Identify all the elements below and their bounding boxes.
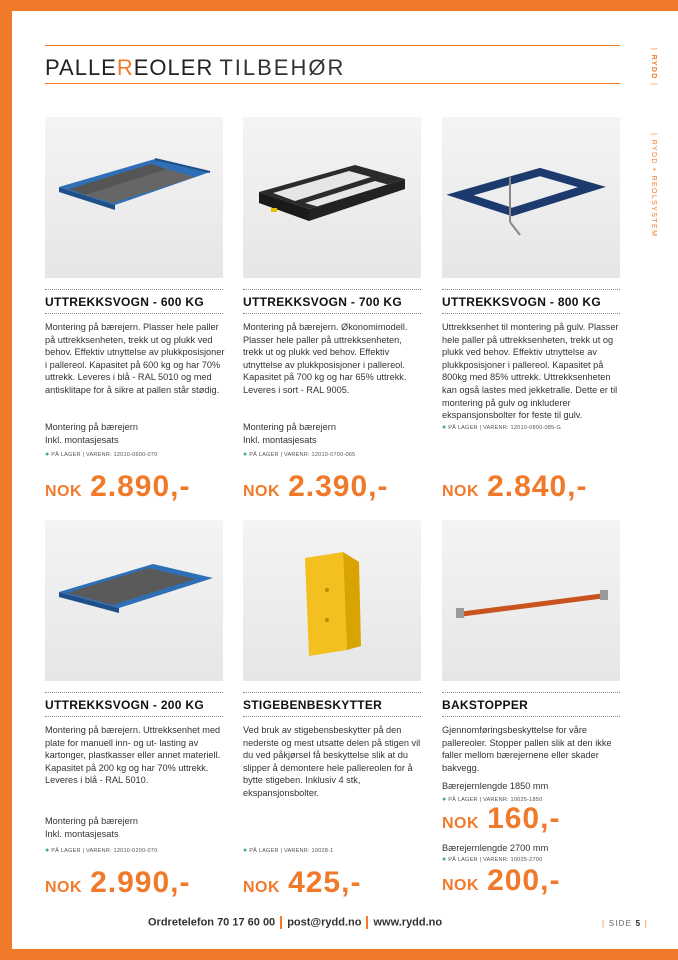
stock-text: PÅ LAGER | VARENR: 12010-0800-085-G <box>448 425 562 431</box>
kit-note: Inkl. montasjesats <box>45 435 119 445</box>
product-description: Montering på bærejern. Uttrekksenhet med plate for manuell inn- og ut- lasting av kartonger, plastkasser eller annet materiell. Kapasitet på 200 kg og har 70% uttrekk. Leveres i blå - RAL 5010. <box>45 725 221 786</box>
stock-text: PÅ LAGER | VARENR: 12010-0700-065 <box>249 452 356 458</box>
currency: NOK <box>243 879 281 896</box>
currency: NOK <box>45 879 83 896</box>
price-amount: 425,- <box>288 866 362 899</box>
stock-info: ● PÅ LAGER | VARENR: 12010-0600-070 <box>45 451 158 458</box>
pull-out-frame-floor-icon <box>442 117 620 278</box>
page-label: SIDE <box>608 919 633 928</box>
divider <box>243 289 421 290</box>
product-name: UTTREKKSVOGN - 600 KG <box>45 295 204 309</box>
currency: NOK <box>442 483 480 500</box>
pull-out-cart-black-icon <box>243 117 421 278</box>
pull-out-plate-icon <box>45 520 223 681</box>
stock-info: ● PÅ LAGER | VARENR: 12010-0200-070 <box>45 847 158 854</box>
stock-text: PÅ LAGER | VARENR: 10025-2700 <box>448 857 543 863</box>
stock-text: PÅ LAGER | VARENR: 12010-0600-070 <box>51 452 158 458</box>
stock-info: ● PÅ LAGER | VARENR: 10025-1850 <box>442 796 543 803</box>
stock-text: PÅ LAGER | VARENR: 10025-1850 <box>448 797 543 803</box>
rail-brand: RYDD <box>650 54 657 80</box>
back-stop-bar-icon <box>442 520 620 681</box>
price-amount: 160,- <box>487 802 561 835</box>
divider <box>45 692 223 693</box>
kit-note: Inkl. montasjesats <box>243 435 317 445</box>
title-rule <box>45 83 620 84</box>
stock-info: ● PÅ LAGER | VARENR: 12010-0700-065 <box>243 451 356 458</box>
product-description: Uttrekksenhet til montering på gulv. Plasser hele paller på uttrekksenheten, trekk ut og plukk ved behov. Effektiv utnyttelse av plukkposisjoner i pallereol. Kapasitet på 800kg med 85% uttrekk. Uttrekksenheten kan også lastes med jekketralle. Dette er til montering på gulv og inkluderer ekspansjonsbolter for feste til gulv. <box>442 322 619 421</box>
title-part-2: EOLER <box>133 55 214 80</box>
footer-phone[interactable]: Ordretelefon 70 17 60 00 <box>148 916 276 929</box>
price <box>442 802 560 836</box>
footer-web[interactable]: www.rydd.no <box>373 916 443 929</box>
title-accent-letter: R <box>116 55 134 80</box>
page-title <box>45 55 345 81</box>
price <box>45 470 190 504</box>
product-description: Montering på bærejern. Plasser hele paller på uttrekksenheten, trekk ut og plukk ved behov. Effektiv utnyttelse av plukkposisjoner i pallereol. Kapasitet på 600 kg og har 70% uttrekk. Leveres i blå - RAL 5010 og med antisklitape for å sikre at pallen står stødig. <box>45 322 225 395</box>
mount-note: Montering på bærejern <box>243 422 336 432</box>
product-name: UTTREKKSVOGN - 700 KG <box>243 295 402 309</box>
price-amount: 2.840,- <box>487 470 588 503</box>
divider <box>243 313 421 314</box>
divider <box>442 692 620 693</box>
product-name: UTTREKKSVOGN - 200 KG <box>45 698 204 712</box>
price <box>442 470 587 504</box>
variant-label: Bærejernlengde 1850 mm <box>442 781 549 791</box>
currency: NOK <box>442 815 480 832</box>
footer-email[interactable]: post@rydd.no <box>287 916 362 929</box>
stock-info: ● PÅ LAGER | VARENR: 12010-0800-085-G <box>442 424 562 431</box>
price-amount: 2.390,- <box>288 470 389 503</box>
price <box>442 864 560 898</box>
pull-out-cart-blue-icon <box>45 117 223 278</box>
divider <box>45 313 223 314</box>
price-amount: 2.990,- <box>90 866 191 899</box>
stock-info: ● PÅ LAGER | VARENR: 10025-2700 <box>442 856 543 863</box>
price-amount: 2.890,- <box>90 470 191 503</box>
page-number-value: 5 <box>635 919 642 928</box>
divider <box>243 692 421 693</box>
price <box>243 866 361 900</box>
price-amount: 200,- <box>487 864 561 897</box>
frame-left <box>0 0 12 960</box>
product-name: BAKSTOPPER <box>442 698 529 712</box>
currency: NOK <box>442 877 480 894</box>
product-name: STIGEBENBESKYTTER <box>243 698 383 712</box>
divider <box>243 716 421 717</box>
product-description: Montering på bærejern. Økonomimodell. Plasser hele paller på uttrekksenheten, trekk ut og plukk ved behov. Effektiv utnyttelse av plukkposisjoner i pallereol. Kapasitet på 700 kg og har 65% uttrekk. Leveres i sort - RAL 9005. <box>243 322 408 395</box>
page-number: | SIDE 5 | <box>602 919 648 928</box>
mount-note: Montering på bærejern <box>45 422 138 432</box>
top-rule <box>45 45 620 46</box>
upright-protector-icon <box>243 520 421 681</box>
side-rail: | RYDD | | RYDD • REOLSYSTEM <box>650 48 657 238</box>
footer-contact <box>148 916 442 929</box>
product-description: Gjennomføringsbeskyttelse for våre pallereoler. Stopper pallen slik at den ikke faller mellom bærejernene eller skader bakvegg. <box>442 725 612 773</box>
title-part-1: PALLE <box>45 55 117 80</box>
footer-separator <box>366 916 368 929</box>
frame-top <box>0 0 678 11</box>
mount-note: Montering på bærejern <box>45 816 138 826</box>
price <box>45 866 190 900</box>
divider <box>45 716 223 717</box>
divider <box>45 289 223 290</box>
title-subtitle: TILBEHØR <box>219 55 346 80</box>
stock-info: ● PÅ LAGER | VARENR: 10028-1 <box>243 847 334 854</box>
divider <box>442 313 620 314</box>
price <box>243 470 388 504</box>
stock-text: PÅ LAGER | VARENR: 10028-1 <box>249 848 334 854</box>
frame-bottom <box>0 949 678 960</box>
product-description: Ved bruk av stigebensbeskytter på den nederste og mest utsatte delen på stigen vil du ved påkjørsel få beskyttelse slik at du slipper å demontere hele pallereolen for å bytte stigeben. Inklusiv 4 stk, ekspansjonsbolter. <box>243 725 421 798</box>
variant-label: Bærejernlengde 2700 mm <box>442 843 549 853</box>
product-name: UTTREKKSVOGN - 800 KG <box>442 295 601 309</box>
footer-separator <box>280 916 282 929</box>
divider <box>442 289 620 290</box>
currency: NOK <box>45 483 83 500</box>
rail-subtitle: RYDD • REOLSYSTEM <box>650 139 657 238</box>
divider <box>442 716 620 717</box>
currency: NOK <box>243 483 281 500</box>
stock-text: PÅ LAGER | VARENR: 12010-0200-070 <box>51 848 158 854</box>
kit-note: Inkl. montasjesats <box>45 829 119 839</box>
